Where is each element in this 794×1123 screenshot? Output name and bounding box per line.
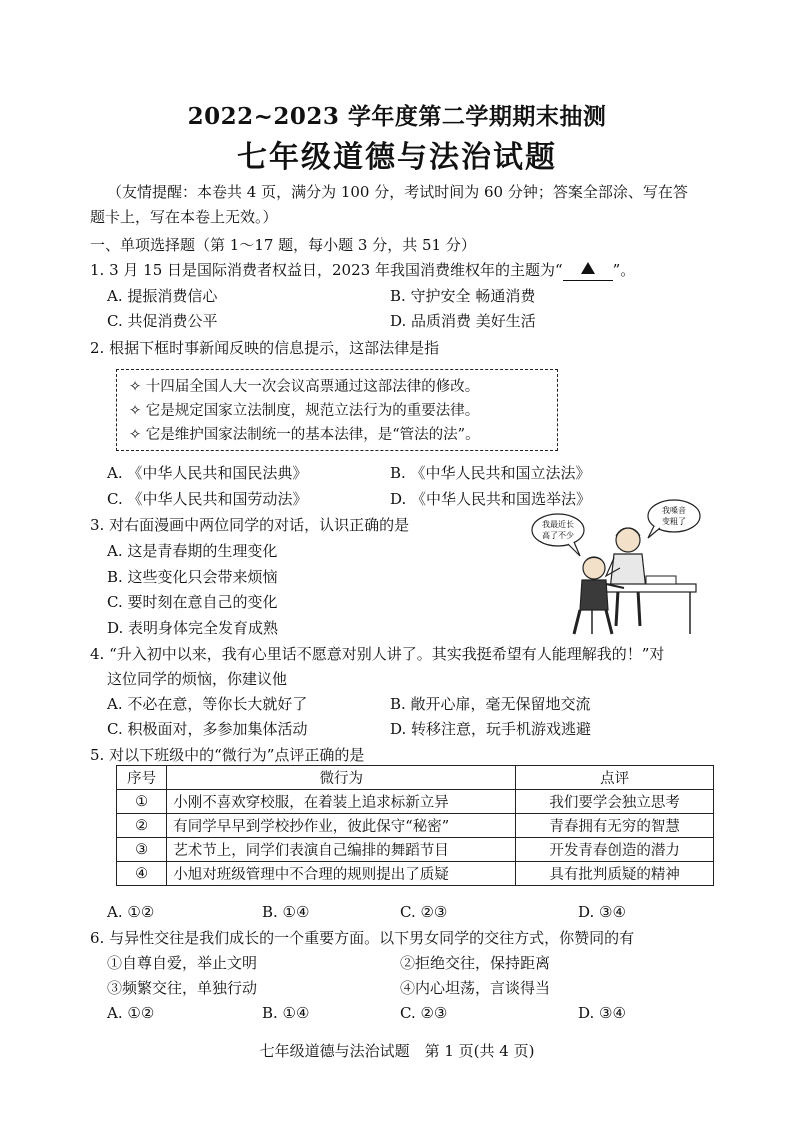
table-header-comment: 点评 — [516, 766, 714, 790]
subject-title: 七年级道德与法治试题 — [237, 140, 557, 175]
q5-option-b: B. ①④ — [262, 903, 310, 921]
q6-option-a: A. ①② — [107, 1004, 155, 1022]
q2-option-a: A. 《中华人民共和国民法典》 — [107, 464, 308, 482]
q6-statement-1: ①自尊自爱，举止文明 — [107, 954, 258, 972]
exam-title: 2022~2023 学年度第二学期期末抽测 — [187, 103, 607, 130]
q1-option-a: A. 提振消费信心 — [107, 287, 218, 305]
q3-option-b: B. 这些变化只会带来烦恼 — [107, 568, 278, 586]
q6-stem: 6. 与异性交往是我们成长的一个重要方面。以下男女同学的交往方式，你赞同的有 — [90, 929, 635, 947]
q5-option-d: D. ③④ — [578, 903, 626, 921]
q1-stem-before: 1. 3 月 15 日是国际消费者权益日，2023 年我国消费维权年的主题为“ — [90, 261, 563, 279]
bubble-right-line-1: 我嗓音 — [662, 506, 686, 515]
q3-option-d: D. 表明身体完全发育成熟 — [107, 619, 279, 637]
q2-option-d: D. 《中华人民共和国选举法》 — [390, 490, 592, 508]
q3-stem: 3. 对右面漫画中两位同学的对话，认识正确的是 — [90, 516, 410, 534]
q3-option-c: C. 要时刻在意自己的变化 — [107, 593, 278, 611]
q6-statement-4: ④内心坦荡，言谈得当 — [400, 979, 551, 997]
news-item-3: ✧ 它是维护国家法制统一的基本法律，是“管法的法”。 — [129, 427, 480, 443]
table-cell-behavior: 小旭对班级管理中不合理的规则提出了质疑 — [167, 862, 516, 886]
q6-option-c: C. ②③ — [400, 1004, 448, 1022]
answer-blank — [563, 260, 613, 281]
table-cell-index: ① — [117, 790, 167, 814]
q4-option-c: C. 积极面对，多参加集体活动 — [107, 720, 308, 738]
q6-option-d: D. ③④ — [578, 1004, 626, 1022]
q4-stem-line-1: 4. “升入初中以来，我有心里话不愿意对别人讲了。其实我挺希望有人能理解我的！”对 — [90, 645, 665, 663]
q1-stem-after: ”。 — [612, 261, 636, 279]
q5-option-c: C. ②③ — [400, 903, 448, 921]
table-row — [117, 838, 714, 862]
q4-option-b: B. 敞开心扉，毫无保留地交流 — [390, 695, 591, 713]
bubble-left-line-1: 我最近长 — [542, 520, 574, 529]
q5-option-a: A. ①② — [107, 903, 155, 921]
standing-student-figure — [606, 528, 646, 626]
table-header-behavior: 微行为 — [167, 766, 516, 790]
table-row — [117, 814, 714, 838]
table-row — [117, 790, 714, 814]
table-header-index: 序号 — [117, 766, 167, 790]
table-cell-comment: 具有批判质疑的精神 — [516, 862, 714, 886]
news-item-1: ✧ 十四届全国人大一次会议高票通过这部法律的修改。 — [129, 379, 480, 395]
table-cell-behavior: 小刚不喜欢穿校服，在着装上追求标新立异 — [167, 790, 516, 814]
table-cell-comment: 开发青春创造的潜力 — [516, 838, 714, 862]
table-cell-index: ④ — [117, 862, 167, 886]
q6-statement-3: ③频繁交往，单独行动 — [107, 979, 258, 997]
section-heading: 一、单项选择题（第 1～17 题，每小题 3 分，共 51 分） — [90, 236, 476, 254]
notice-line-2: 题卡上，写在本卷上无效。） — [90, 208, 278, 226]
q1-option-d: D. 品质消费 美好生活 — [390, 312, 536, 330]
notice-line-1: （友情提醒：本卷共 4 页，满分为 100 分，考试时间为 60 分钟；答案全部涂、写在答 — [107, 183, 688, 201]
table-cell-behavior: 有同学早早到学校抄作业，彼此保守“秘密” — [167, 814, 516, 838]
q1-option-b: B. 守护安全 畅通消费 — [390, 287, 536, 305]
bubble-left-line-2: 高了不少 — [542, 531, 574, 540]
q6-statement-2: ②拒绝交往，保持距离 — [400, 954, 551, 972]
q1-stem — [90, 260, 635, 281]
q6-option-b: B. ①④ — [262, 1004, 310, 1022]
q2-option-b: B. 《中华人民共和国立法法》 — [390, 464, 591, 482]
news-item-2: ✧ 它是规定国家立法制度，规范立法行为的重要法律。 — [129, 403, 480, 419]
table-row — [117, 862, 714, 886]
q2-stem: 2. 根据下框时事新闻反映的信息提示，这部法律是指 — [90, 339, 440, 357]
q4-stem-line-2: 这位同学的烦恼，你建议他 — [107, 670, 288, 688]
page-footer: 七年级道德与法治试题 第 1 页(共 4 页) — [259, 1042, 535, 1060]
table-cell-index: ③ — [117, 838, 167, 862]
cartoon-illustration — [528, 498, 708, 638]
bubble-right-line-2: 变粗了 — [662, 517, 686, 526]
news-box — [116, 369, 558, 451]
q3-option-a: A. 这是青春期的生理变化 — [107, 542, 278, 560]
q4-option-a: A. 不必在意，等你长大就好了 — [107, 695, 308, 713]
q1-option-c: C. 共促消费公平 — [107, 312, 218, 330]
behavior-table — [116, 765, 714, 886]
q2-option-c: C. 《中华人民共和国劳动法》 — [107, 490, 308, 508]
table-cell-comment: 我们要学会独立思考 — [516, 790, 714, 814]
triangle-icon — [581, 262, 595, 274]
speech-bubble-left — [532, 514, 584, 546]
table-cell-behavior: 艺术节上，同学们表演自己编排的舞蹈节目 — [167, 838, 516, 862]
table-cell-comment: 青春拥有无穷的智慧 — [516, 814, 714, 838]
q5-stem: 5. 对以下班级中的“微行为”点评正确的是 — [90, 746, 365, 764]
q4-option-d: D. 转移注意，玩手机游戏逃避 — [390, 720, 592, 738]
table-header-row — [117, 766, 714, 790]
table-cell-index: ② — [117, 814, 167, 838]
